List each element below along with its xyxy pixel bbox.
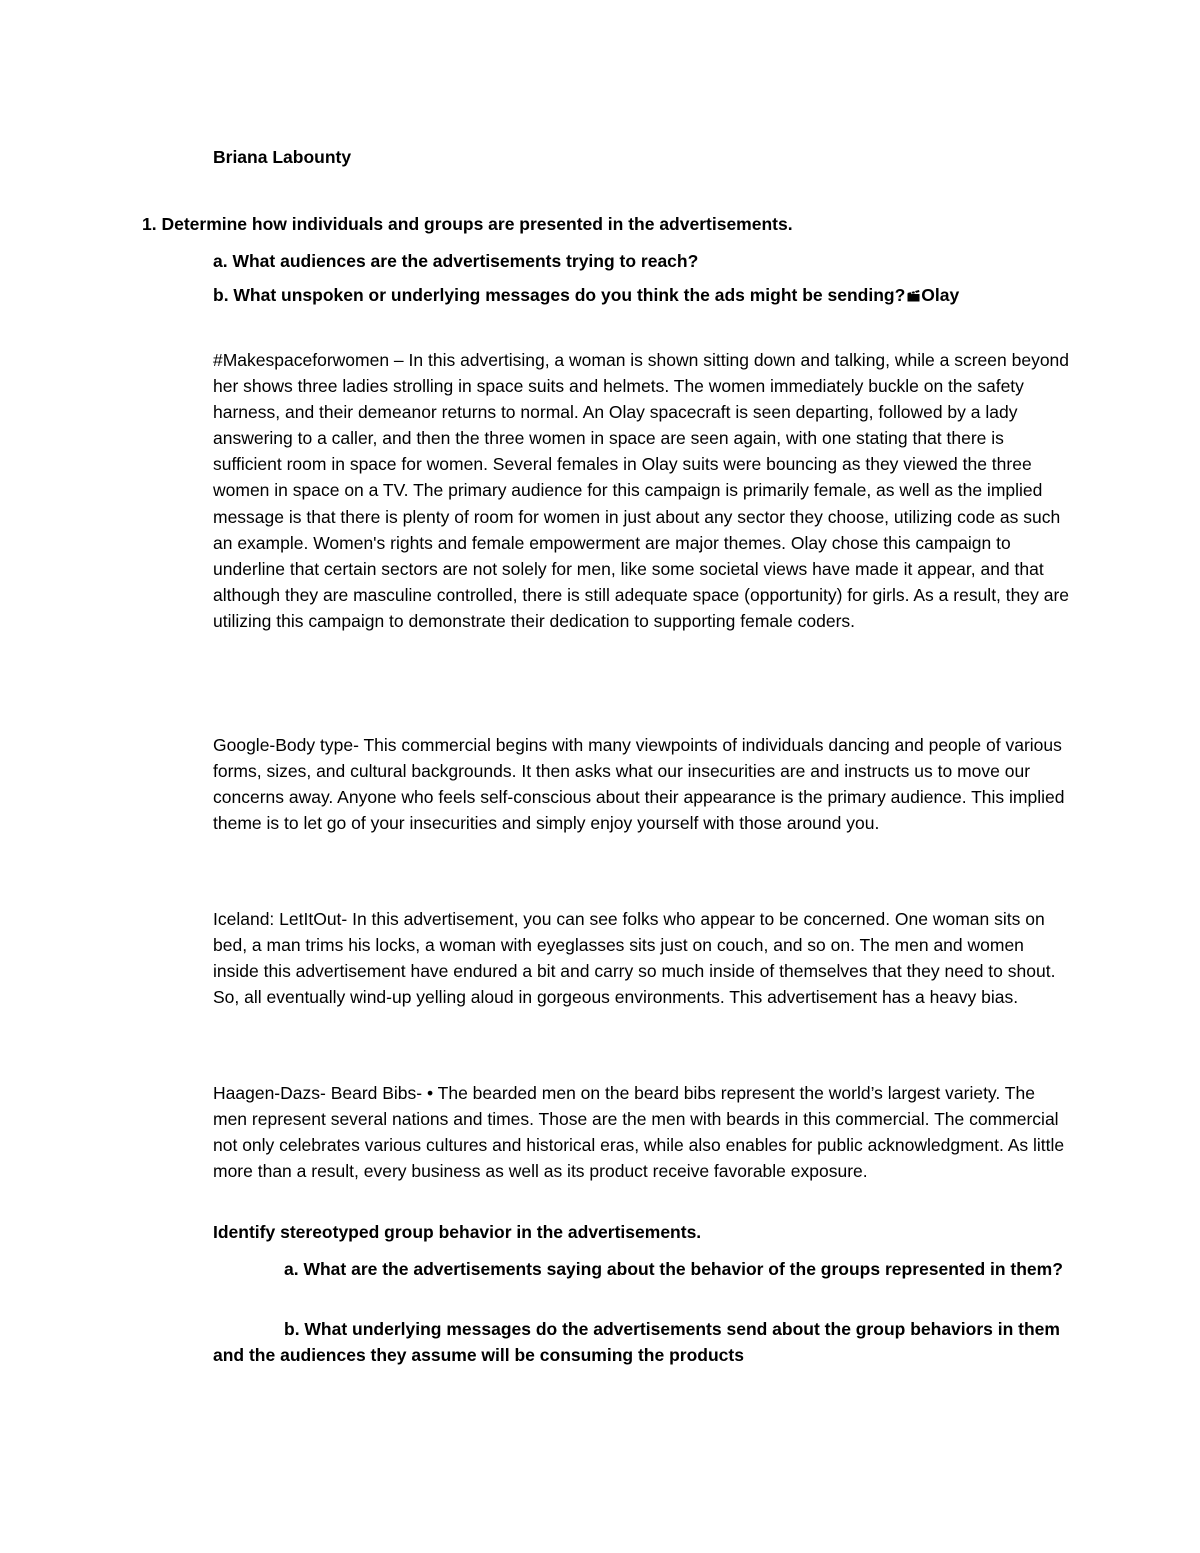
- question-2-title: Identify stereotyped group behavior in the advertisements.: [213, 1222, 702, 1242]
- paragraph-olay: #Makespaceforwomen – In this advertising, a woman is shown sitting down and talking, while a screen beyond her shows three ladies strolling in space suits and helmets. The women immediately buckle on the safety harness, and their demeanor returns to normal. An Olay spacecraft is seen departing, followed by a lady answering to a caller, and then the three women in space are seen again, with one stating that there is sufficient room in space for women. Several females in Olay suits were bouncing as they viewed the three women in space on a TV. The primary audience for this campaign is primarily female, as well as the implied message is that there is plenty of room for women in just about any sector they choose, utilizing code as such an example. Women's rights and female empowerment are major themes. Olay chose this campaign to underline that certain sectors are not solely for men, like some societal views have made it appear, and that although they are masculine controlled, there is still adequate space (opportunity) for girls. As a result, they are utilizing this campaign to demonstrate their dedication to supporting female coders.: [213, 350, 1070, 631]
- question-1-part-b-text: b. What unspoken or underlying messages do you think the ads might be sending?: [213, 285, 906, 305]
- paragraph-google: Google-Body type- This commercial begins with many viewpoints of individuals dancing and people of various forms, sizes, and cultural backgrounds. It then asks what our insecurities are and instructs us to move our concerns away. Anyone who feels self-conscious about their appearance is the primary audience. This implied theme is to let go of your insecurities and simply enjoy yourself with those around you.: [213, 735, 1065, 834]
- clapperboard-icon: [907, 282, 920, 308]
- question-1-part-b: [213, 282, 959, 308]
- question-2-part-a: a. What are the advertisements saying about the behavior of the groups represented in them?: [284, 1259, 1063, 1279]
- question-2-part-b: b. What underlying messages do the advertisements send about the group behaviors in them and the audiences they assume will be consuming the products: [213, 1319, 1060, 1365]
- author-name: Briana Labounty: [213, 147, 352, 167]
- question-1-title: 1. Determine how individuals and groups are presented in the advertisements.: [142, 214, 793, 234]
- paragraph-haagen-dazs: Haagen-Dazs- Beard Bibs- • The bearded men on the beard bibs represent the world’s largest variety. The men represent several nations and times. Those are the men with beards in this commercial. The commercial not only celebrates various cultures and historical eras, while also enables for public acknowledgment. As little more than a result, every business as well as its product receive favorable exposure.: [213, 1083, 1065, 1182]
- question-1-part-b-suffix: Olay: [921, 285, 960, 305]
- paragraph-iceland: Iceland: LetItOut- In this advertisement, you can see folks who appear to be concerned. One woman sits on bed, a man trims his locks, a woman with eyeglasses sits just on couch, and so on. The men and women inside this advertisement have endured a bit and carry so much inside of themselves that they need to shout. So, all eventually wind-up yelling aloud in gorgeous environments. This advertisement has a heavy bias.: [213, 909, 1056, 1008]
- question-1-part-a: a. What audiences are the advertisements trying to reach?: [213, 251, 699, 271]
